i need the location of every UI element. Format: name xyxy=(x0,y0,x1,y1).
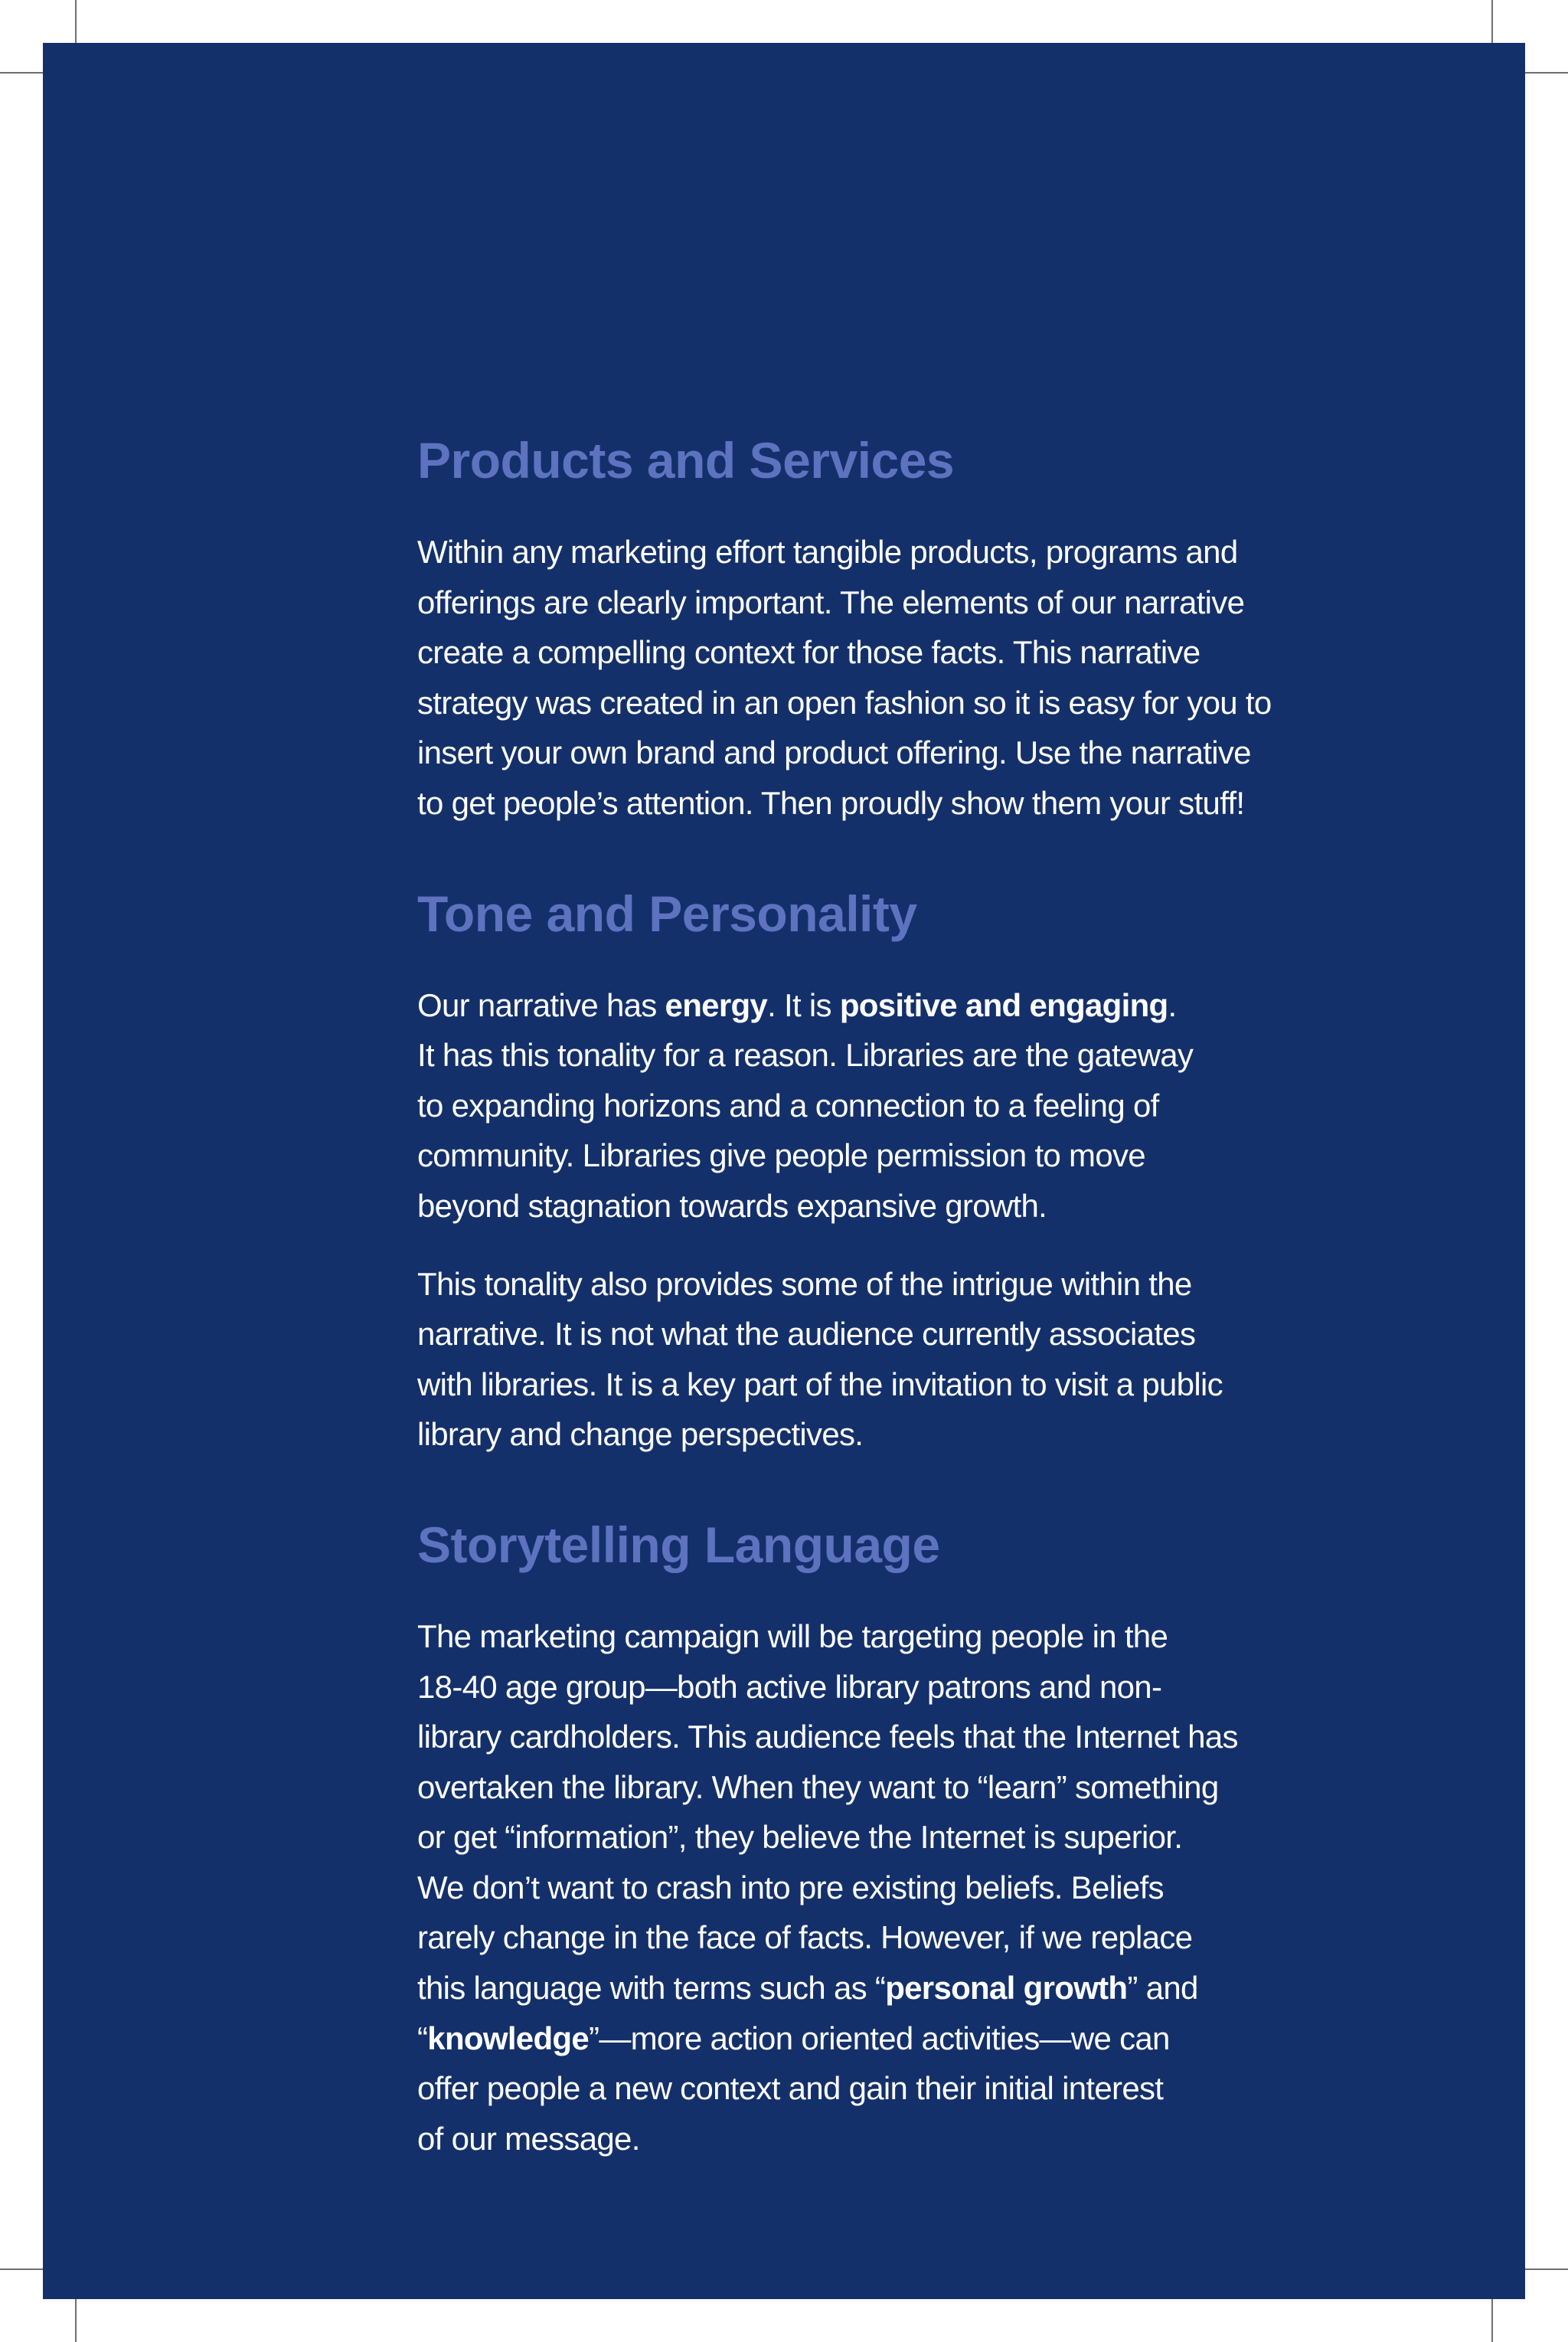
paragraph xyxy=(417,527,1359,829)
text-line xyxy=(417,980,1359,1031)
text-line: overtaken the library. When they want to “learn” something xyxy=(417,1768,1219,1805)
quote-mark: ” xyxy=(1127,1970,1138,2007)
text-line xyxy=(417,1963,1359,2013)
text-line: library cardholders. This audience feels that the Internet has xyxy=(417,1719,1238,1755)
text-line: It has this tonality for a reason. Libraries are the gateway xyxy=(417,1037,1194,1074)
text-run: . It is xyxy=(767,986,840,1023)
paragraph xyxy=(417,980,1359,1232)
text-line: community. Libraries give people permission to move xyxy=(417,1137,1145,1174)
text-line: The marketing campaign will be targeting people in the xyxy=(417,1617,1168,1654)
emphasis-personal-growth: personal growth xyxy=(885,1970,1128,2007)
text-line: offerings are clearly important. The elements of our narrative xyxy=(417,584,1245,620)
text-line: Within any marketing effort tangible products, programs and xyxy=(417,534,1238,570)
crop-mark xyxy=(0,2268,43,2270)
section-heading-storytelling-language: Storytelling Language xyxy=(417,1516,940,1573)
paragraph xyxy=(417,1611,1359,2164)
crop-mark xyxy=(75,2299,77,2342)
text-line: We don’t want to crash into pre existing beliefs. Beliefs xyxy=(417,1869,1164,1905)
text-run: Our narrative has xyxy=(417,986,665,1023)
text-run: —more action oriented activities—we can xyxy=(599,2020,1170,2056)
crop-mark xyxy=(1525,2268,1568,2270)
crop-mark xyxy=(1491,2299,1493,2342)
emphasis-positive-engaging: positive and engaging xyxy=(839,986,1168,1023)
quote-mark: “ xyxy=(874,1970,886,2007)
text-line: rarely change in the face of facts. However, if we replace xyxy=(417,1919,1193,1956)
text-line: to expanding horizons and a connection to a feeling of xyxy=(417,1087,1159,1124)
text-run: this language with terms such as xyxy=(417,1970,875,2007)
crop-mark xyxy=(0,72,43,74)
crop-mark xyxy=(1491,0,1493,43)
crop-mark xyxy=(75,0,77,43)
text-line: narrative. It is not what the audience currently associates xyxy=(417,1316,1196,1353)
text-run: . xyxy=(1168,986,1177,1023)
text-line: strategy was created in an open fashion so it is easy for you to xyxy=(417,684,1272,721)
article-body xyxy=(417,429,1359,2164)
crop-mark xyxy=(1525,72,1568,74)
text-line: beyond stagnation towards expansive growth. xyxy=(417,1187,1047,1224)
emphasis-knowledge: knowledge xyxy=(427,2020,590,2056)
quote-mark: “ xyxy=(417,2020,428,2056)
text-line: or get “information”, they believe the Internet is superior. xyxy=(417,1819,1183,1856)
section-heading-tone-personality: Tone and Personality xyxy=(417,885,917,942)
text-line: to get people’s attention. Then proudly show them your stuff! xyxy=(417,784,1245,821)
text-line: This tonality also provides some of the intrigue within the xyxy=(417,1265,1192,1302)
quote-mark: ” xyxy=(589,2020,599,2056)
paragraph xyxy=(417,1259,1359,1460)
text-line: insert your own brand and product offering. Use the narrative xyxy=(417,734,1251,771)
text-line: create a compelling context for those facts. This narrative xyxy=(417,634,1200,671)
section-heading-products-services: Products and Services xyxy=(417,432,955,489)
text-line: 18-40 age group—both active library patrons and non- xyxy=(417,1668,1162,1705)
text-line: library and change perspectives. xyxy=(417,1416,864,1453)
text-line: offer people a new context and gain their initial interest xyxy=(417,2070,1164,2107)
text-run: and xyxy=(1137,1970,1198,2007)
text-line xyxy=(417,2013,1359,2064)
text-line: with libraries. It is a key part of the invitation to visit a public xyxy=(417,1366,1223,1402)
text-line: of our message. xyxy=(417,2120,640,2157)
emphasis-energy: energy xyxy=(665,986,768,1023)
